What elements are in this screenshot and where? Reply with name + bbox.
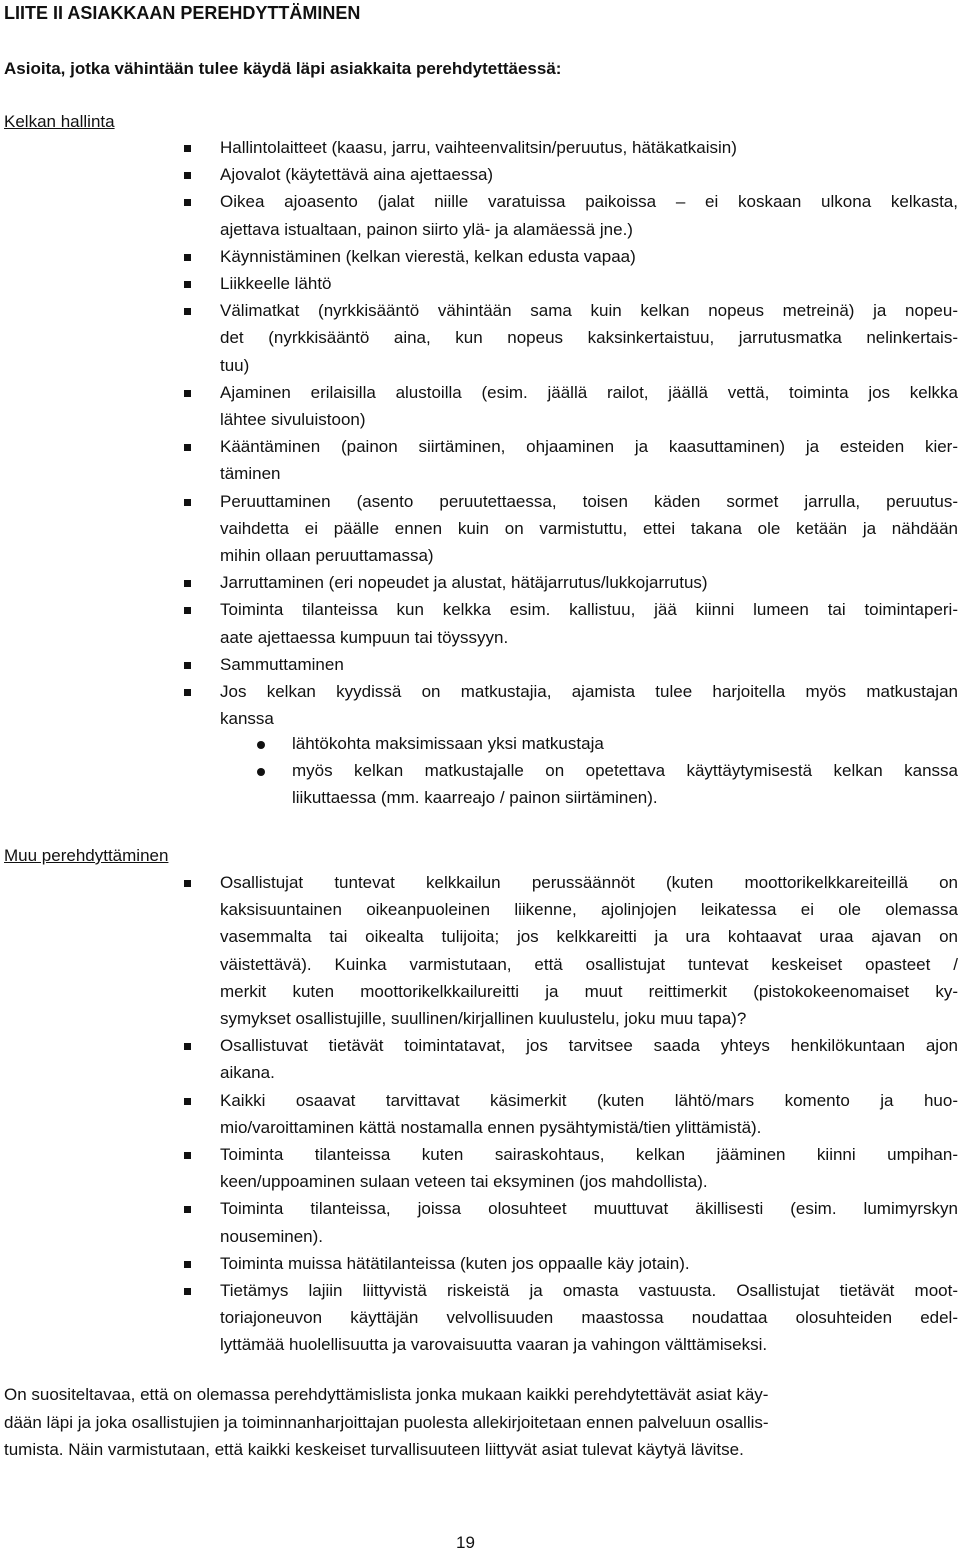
list-item-text: Toiminta muissa hätätilanteissa (kuten jos oppaalle käy jotain). [220, 1253, 690, 1273]
section-title-kelkan-hallinta: Kelkan hallinta [4, 112, 115, 131]
list-item-text: täminen [220, 464, 281, 484]
square-bullet-icon [184, 1261, 191, 1268]
list-item-text: Käynnistäminen (kelkan vierestä, kelkan edusta vapaa) [220, 246, 636, 266]
list-item-text: Jos kelkan kyydissä on matkustajia, ajamista tulee harjoitella myös matkustajan [220, 682, 958, 701]
closing-line: On suositeltavaa, että on olemassa perehdyttämislista jonka mukaan kaikki perehdytettävät asiat käy- [4, 1385, 769, 1404]
list-item-text: mio/varoittaminen kättä nostamalla ennen pysähtymistä/tien ylittämistä). [220, 1117, 762, 1137]
list-item-text: Liikkeelle lähtö [220, 274, 332, 293]
list-item-text: Kääntäminen (painon siirtäminen, ohjaaminen ja kaasuttaminen) ja esteiden kier- [220, 437, 958, 457]
list-item-text: Välimatkat (nyrkkisääntö vähintään sama kuin kelkan nopeus metreinä) ja nopeu- [220, 301, 958, 321]
square-bullet-icon [184, 444, 191, 451]
square-bullet-icon [184, 390, 191, 397]
square-bullet-icon [184, 880, 191, 887]
list-item-text: lyttämää huolellisuutta ja varovaisuutta vaaran ja vahingon välttämiseksi. [220, 1335, 768, 1355]
square-bullet-icon [184, 254, 191, 261]
list-item-text: kanssa [220, 709, 274, 729]
closing-line: dään läpi ja joka osallistujien ja toiminnanharjoittajan puolesta allekirjoitetaan ennen palveluun osallis- [4, 1412, 769, 1432]
square-bullet-icon [184, 1288, 191, 1295]
square-bullet-icon [184, 1152, 191, 1159]
list-item-text: Osallistuvat tietävät toimintatavat, jos tarvitsee saada yhteys henkilökuntaan ajon [220, 1036, 958, 1056]
list-item-text: Ajovalot (käytettävä aina ajettaessa) [220, 165, 494, 185]
square-bullet-icon [184, 308, 191, 315]
list-item-text: aikana. [220, 1063, 275, 1083]
list-item-text: keen/uppoaminen sulaan veteen tai eksyminen (jos mahdollista). [220, 1172, 708, 1192]
square-bullet-icon [184, 499, 191, 506]
list-item-text: myös kelkan matkustajalle on opetettava käyttäytymisestä kelkan kanssa [292, 761, 958, 781]
list-item-text: lähtee sivuluistoon) [220, 410, 366, 429]
list-item-text: tuu) [220, 355, 250, 375]
list-item-text: Toiminta tilanteissa kun kelkka esim. kallistuu, jää kiinni lumeen tai toimintaperi- [220, 600, 958, 620]
square-bullet-icon [184, 1043, 191, 1050]
list-item-text: väistettävä). Kuinka varmistutaan, että osallistujat tuntevat keskeiset opasteet / [220, 954, 958, 974]
list-item-text: nouseminen). [220, 1226, 324, 1246]
list-item-text: Oikea ajoasento (jalat niille varatuissa paikoissa – ei koskaan ulkona kelkasta, [220, 192, 958, 212]
list-item-text: Jarruttaminen (eri nopeudet ja alustat, hätäjarrutus/lukkojarrutus) [220, 573, 708, 593]
list-item-text: det (nyrkkisääntö aina, kun nopeus kaksinkertaistuu, jarrutusmatka nelinkertais- [220, 328, 958, 348]
round-bullet-icon [257, 741, 265, 749]
square-bullet-icon [184, 607, 191, 614]
list-item-text: Osallistujat tuntevat kelkkailun perussäännöt (kuten moottorikelkkareiteillä on [220, 873, 958, 892]
page-subheading: Asioita, jotka vähintään tulee käydä läpi asiakkaita perehdytettäessä: [4, 59, 562, 78]
list-item-text: Ajaminen erilaisilla alustoilla (esim. jäällä railot, jäällä vettä, toiminta jos kelkka [220, 382, 958, 402]
closing-line: tumista. Näin varmistutaan, että kaikki keskeiset turvallisuuteen liittyvät asiat tulevat käytyä lävitse. [4, 1440, 744, 1459]
list-item-text: toriajoneuvon käyttäjän velvollisuuden maastossa noudattaa olosuhteiden edel- [220, 1308, 958, 1328]
square-bullet-icon [184, 662, 191, 669]
list-item-text: Toiminta tilanteissa kuten sairaskohtaus, kelkan jääminen kiinni umpihan- [220, 1145, 958, 1164]
list-item-text: mihin ollaan peruuttamassa) [220, 546, 434, 565]
list-item-text: symykset osallistujille, suullinen/kirjallinen kuulustelu, joku muu tapa)? [220, 1009, 747, 1028]
square-bullet-icon [184, 172, 191, 179]
page-number: 19 [456, 1533, 475, 1552]
square-bullet-icon [184, 1206, 191, 1213]
section-title-muu-perehdyttaminen: Muu perehdyttäminen [4, 846, 169, 865]
square-bullet-icon [184, 1098, 191, 1105]
list-item-text: vasemmalta tai oikealta tulijoita; jos kelkkareitti ja ura kohtaavat uraa ajavan on [220, 927, 958, 947]
square-bullet-icon [184, 145, 191, 152]
list-item-text: liikuttaessa (mm. kaarreajo / painon siirtäminen). [292, 788, 658, 808]
list-item-text: Hallintolaitteet (kaasu, jarru, vaihteenvalitsin/peruutus, hätäkatkaisin) [220, 138, 737, 157]
list-item-text: Toiminta tilanteissa, joissa olosuhteet muuttuvat äkillisesti (esim. lumimyrskyn [220, 1199, 958, 1219]
list-item-text: lähtökohta maksimissaan yksi matkustaja [292, 734, 604, 753]
list-item-text: Tietämys lajiin liittyvistä riskeistä ja omasta vastuusta. Osallistujat tietävät moot- [220, 1281, 958, 1300]
list-item-text: Kaikki osaavat tarvittavat käsimerkit (kuten lähtö/mars komento ja huo- [220, 1090, 958, 1110]
list-item-text: Peruuttaminen (asento peruutettaessa, toisen käden sormet jarrulla, peruutus- [220, 491, 958, 511]
list-item-text: vaihdetta ei päälle ennen kuin on varmistuttu, ettei takana ole ketään ja nähdään [220, 518, 958, 538]
list-item-text: merkit kuten moottorikelkkailureitti ja muut reittimerkit (pistokokeenomaiset ky- [220, 981, 958, 1001]
square-bullet-icon [184, 689, 191, 696]
round-bullet-icon [257, 768, 265, 776]
square-bullet-icon [184, 580, 191, 587]
list-item-text: ajettava istualtaan, painon siirto ylä- ja alamäessä jne.) [220, 219, 633, 239]
square-bullet-icon [184, 199, 191, 206]
list-item-text: Sammuttaminen [220, 654, 344, 674]
page-heading: LIITE II ASIAKKAAN PEREHDYTTÄMINEN [4, 3, 361, 23]
list-item-text: aate ajettaessa kumpuun tai töyssyyn. [220, 627, 509, 647]
list-item-text: kaksisuuntainen oikeanpuoleinen liikenne, ajolinjojen leikatessa ei ole olemassa [220, 900, 958, 920]
square-bullet-icon [184, 281, 191, 288]
